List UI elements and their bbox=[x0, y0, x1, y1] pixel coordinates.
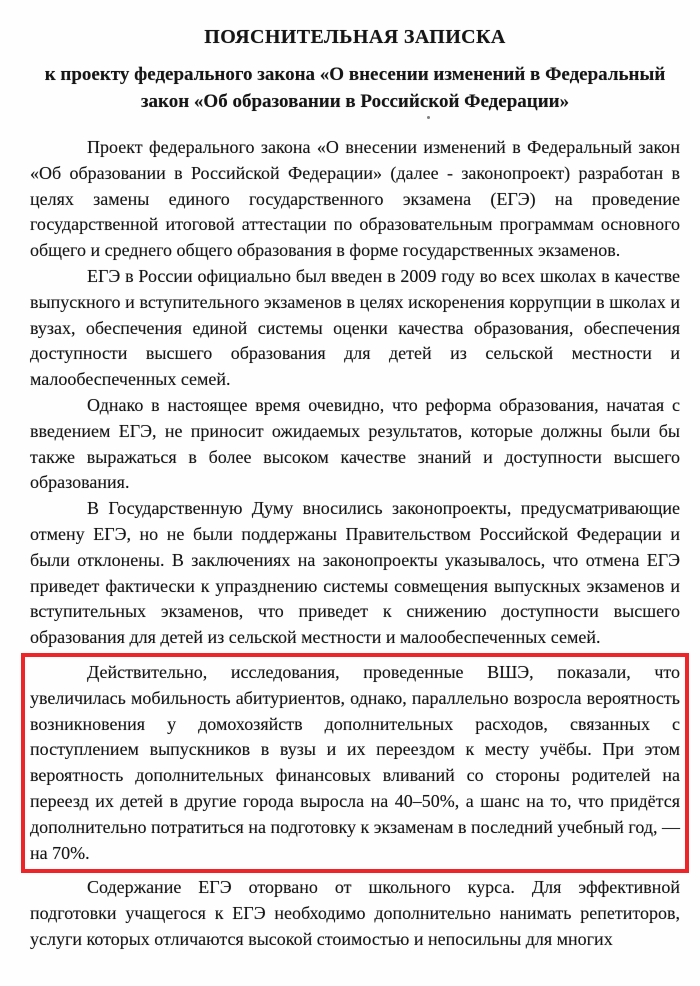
paragraph-duma-bills-rejected: В Государственную Думу вносились законопроекты, предусматривающие отмену ЕГЭ, но не были поддержаны Правительством Российской Федерации и были отклонены. В заключениях на законопроекты указывалось, что отмена ЕГЭ приведет фактически к упразднению системы совмещения выпускных экзаменов и вступительных экзаменов, что приведет к снижению доступности высшего образования для детей из сельской местности и малообеспеченных семей. bbox=[30, 498, 680, 648]
paragraph-hse-research-highlighted: Действительно, исследования, проведенные ВШЭ, показали, что увеличилась мобильность абитуриентов, однако, параллельно возросла вероятность возникновения у домохозяйств дополнительных расходов, связанных с поступлением выпускников в вузы и их переездом к месту учёбы. При этом вероятность дополнительных финансовых вливаний со стороны родителей на переезд их детей в другие города выросла на 40–50%, а шанс на то, что придётся дополнительно потратиться на подготовку к экзаменам в последний учебный год, — на 70%. bbox=[30, 661, 681, 863]
subtitle-line-2: закон «Об образовании в Российской Федерации» bbox=[140, 91, 570, 112]
paragraph-reform-results: Однако в настоящее время очевидно, что реформа образования, начатая с введением ЕГЭ, не приносит ожидаемых результатов, которые должны были бы также выражаться в более высоком качестве знаний и доступности высшего образования. bbox=[30, 394, 680, 493]
scan-speck-artifact bbox=[427, 116, 430, 119]
paragraph-ege-content-tutors: Содержание ЕГЭ оторвано от школьного курса. Для эффективной подготовки учащегося к ЕГЭ необходимо дополнительно нанимать репетиторов, услуги которых отличаются высокой стоимостью и непосильны для многих bbox=[30, 877, 680, 949]
document-title: ПОЯСНИТЕЛЬНАЯ ЗАПИСКА bbox=[204, 26, 506, 48]
paragraph-ege-introduction-2009: ЕГЭ в России официально был введен в 2009 году во всех школах в качестве выпускного и вступительного экзаменов в целях искоренения коррупции в школах и вузах, обеспечения единой системы оценки качества образования, обеспечения доступности высшего образования для детей из сельской местности и малообеспеченных семей. bbox=[30, 265, 680, 390]
subtitle-line-1: к проекту федерального закона «О внесении изменений в Федеральный bbox=[44, 64, 666, 85]
red-annotation-box bbox=[21, 653, 689, 873]
paragraph-bill-purpose: Проект федерального закона «О внесении изменений в Федеральный закон «Об образовании в Российской Федерации» (далее - законопроект) разработан в целях замены единого государственного экзамена (ЕГЭ) на проведение государственной итоговой аттестации по образовательным программам основного общего и среднего общего образования в форме государственных экзаменов. bbox=[30, 137, 680, 261]
document-subtitle bbox=[30, 61, 680, 115]
